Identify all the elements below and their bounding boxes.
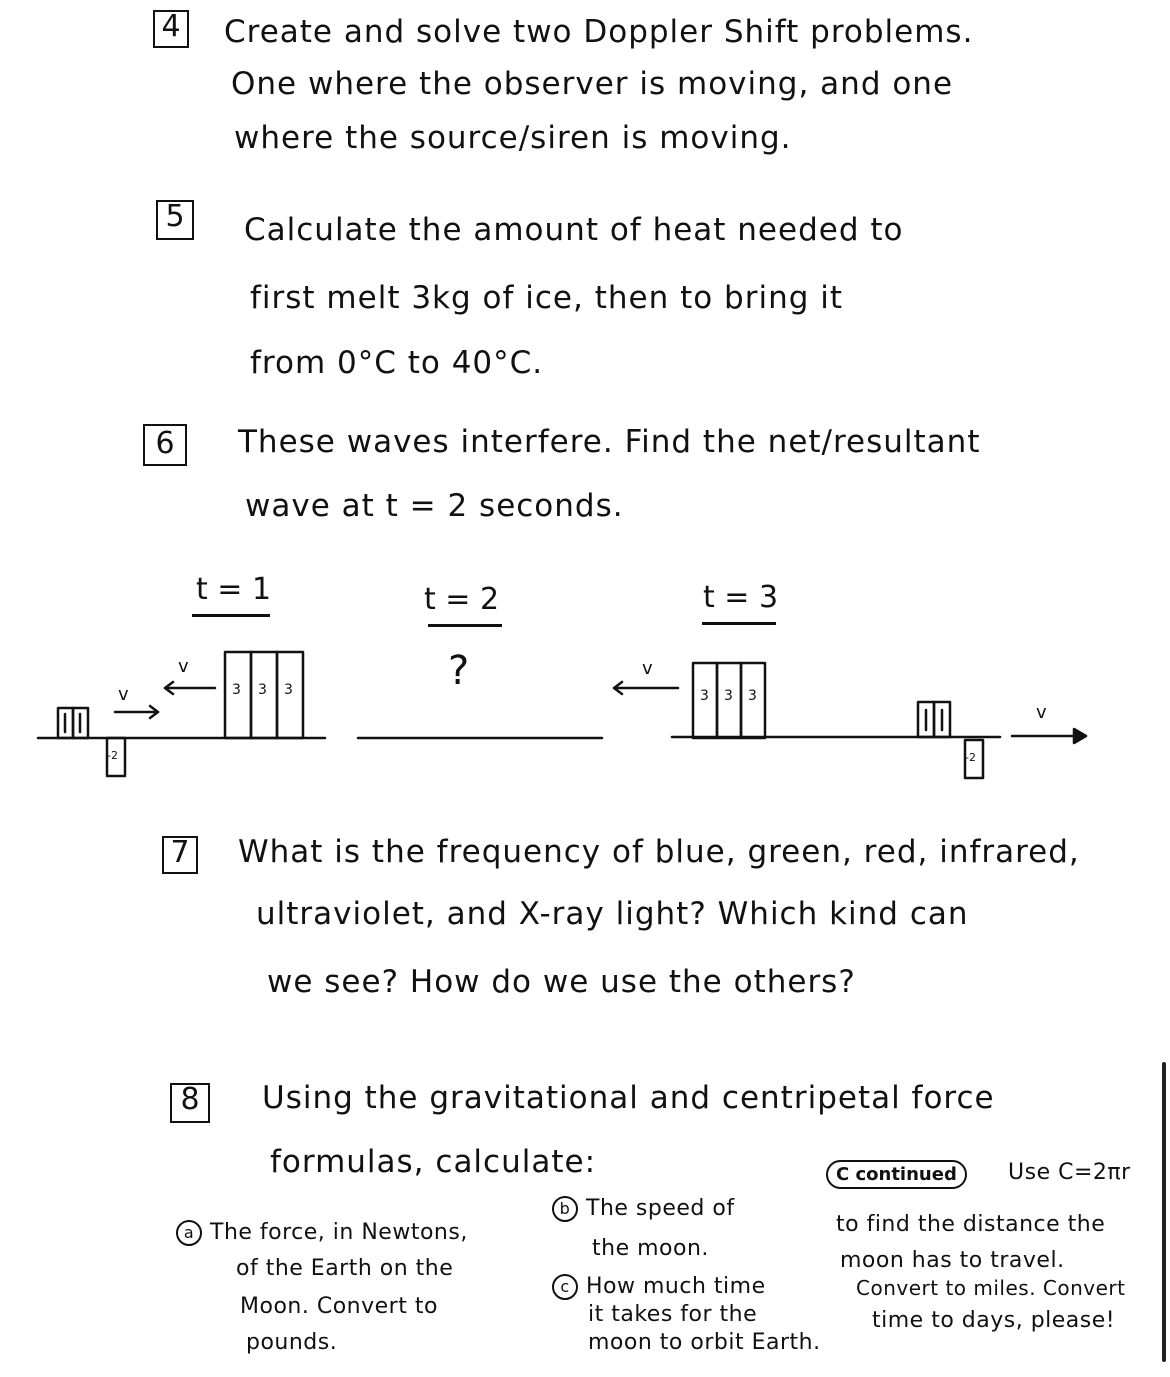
part-a-marker: a [176,1220,202,1246]
pulse-t3-value-1: 3 [700,688,709,704]
c-continued-line-1: to find the distance the [836,1212,1106,1237]
part-b-line-1: The speed of [586,1196,735,1221]
c-continued-line-4: time to days, please! [872,1308,1116,1333]
velocity-label-t3-left: v [642,658,653,679]
unknown-wave-question-mark: ? [448,648,470,694]
part-a-line-4: pounds. [246,1330,338,1355]
question-number-5: 5 [156,200,194,240]
pulse-t1-value-1: 3 [232,682,241,698]
c-continued-line-2: moon has to travel. [840,1248,1065,1273]
part-b-line-2: the moon. [592,1236,709,1261]
q8-part-c [552,1274,766,1300]
q8-line-2: formulas, calculate: [270,1144,597,1180]
q4-line-2: One where the observer is moving, and one [231,66,954,102]
part-a-line-1: The force, in Newtons, [210,1220,468,1245]
pulse-t3-value-2: 3 [724,688,733,704]
c-continued-label: C continued [826,1160,967,1189]
pulse-t3-value-3: 3 [748,688,757,704]
q4-line-1: Create and solve two Doppler Shift problems. [224,14,974,50]
pulse-t1-value-3: 3 [284,682,293,698]
q6-line-2: wave at t = 2 seconds. [245,488,624,524]
q7-line-3: we see? How do we use the others? [267,964,856,1000]
part-c-marker: c [552,1274,578,1300]
q7-line-1: What is the frequency of blue, green, red, infrared, [238,834,1080,870]
question-number-8: 8 [170,1083,210,1123]
q5-line-3: from 0°C to 40°C. [250,345,544,381]
velocity-label-t1-lower: v [118,684,129,705]
c-continued-line-3: Convert to miles. Convert [856,1276,1126,1300]
scrollbar[interactable] [1162,1062,1166,1362]
q5-line-1: Calculate the amount of heat needed to [244,212,904,248]
pulse-below-t3-value: -2 [965,751,976,764]
q5-line-2: first melt 3kg of ice, then to bring it [250,280,844,316]
c-continued-first: Use C=2πr [1008,1160,1131,1185]
q8-part-a [176,1220,468,1246]
velocity-label-t1-upper: v [178,656,189,677]
part-c-line-2: it takes for the [588,1302,758,1327]
part-a-line-3: Moon. Convert to [240,1294,438,1319]
part-b-marker: b [552,1196,578,1222]
question-number-6: 6 [143,424,187,466]
part-c-line-1: How much time [586,1274,766,1299]
q7-line-2: ultraviolet, and X-ray light? Which kind can [256,896,969,932]
q8-part-b [552,1196,735,1222]
pulse-below-t1-value: -2 [107,749,118,762]
q6-line-1: These waves interfere. Find the net/resultant [238,424,981,460]
q4-line-3: where the source/siren is moving. [234,120,792,156]
pulse-t1-value-2: 3 [258,682,267,698]
question-number-7: 7 [162,836,198,874]
question-number-4: 4 [153,10,189,48]
time-label-t2: t = 2 [424,582,500,617]
velocity-label-t3-right: v [1036,702,1047,723]
q8-line-1: Using the gravitational and centripetal force [262,1080,995,1116]
time-label-t3: t = 3 [703,580,779,615]
part-a-line-2: of the Earth on the [236,1256,454,1281]
time-label-t1: t = 1 [196,572,272,607]
part-c-line-3: moon to orbit Earth. [588,1330,821,1355]
